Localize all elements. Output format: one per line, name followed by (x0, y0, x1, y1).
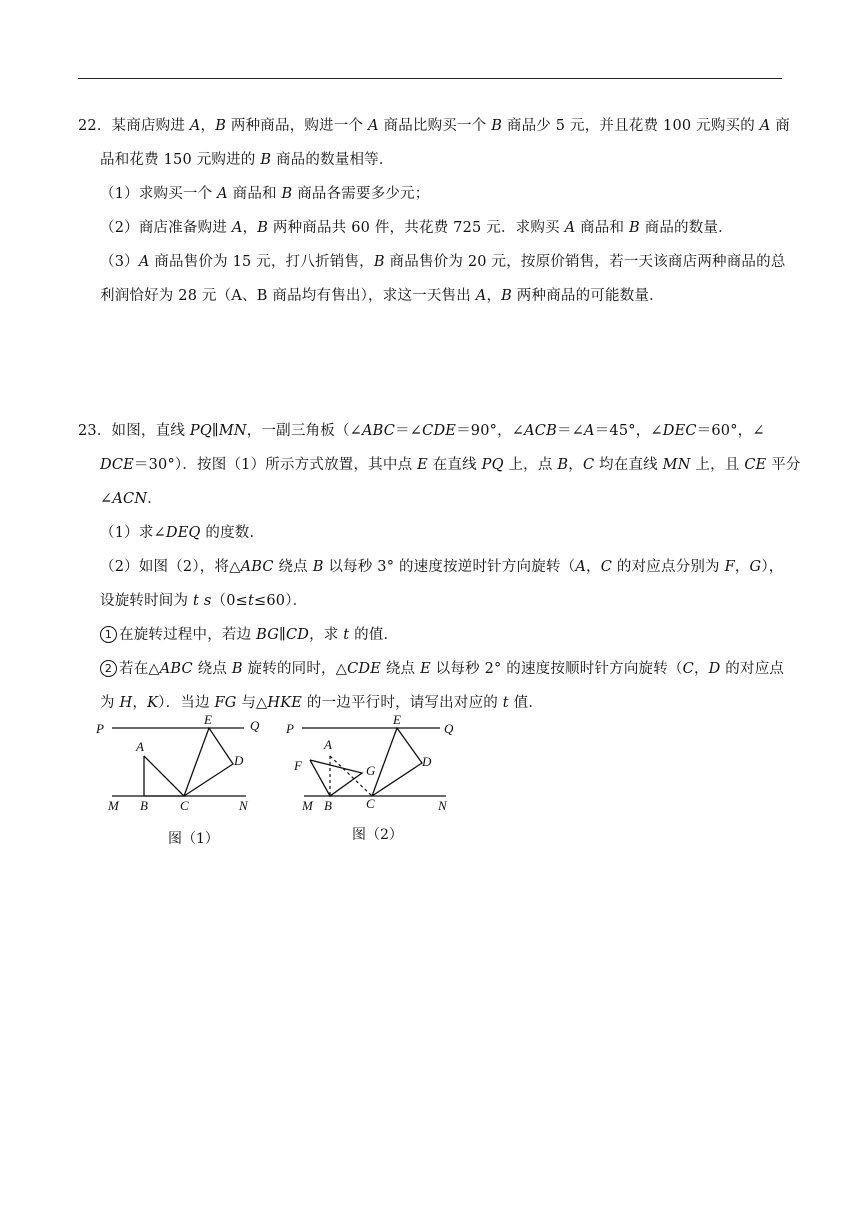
label-n: N (239, 798, 248, 813)
label-m: M (108, 798, 119, 813)
label-f: F (294, 758, 302, 773)
figure-2-diagram (282, 708, 462, 818)
label-a: A (136, 739, 144, 754)
triangle-fbg (310, 760, 362, 796)
q22-line-1: 22．某商店购进 A，B 两种商品，购进一个 A 商品比购买一个 B 商品少 5 元，并且花费 100 元购买的 A 商 (78, 118, 790, 134)
q23-line-9: 为 H，K）．当边 FG 与△HKE 的一边平行时，请写出对应的 t 值． (100, 695, 544, 711)
label-b: B (324, 798, 332, 813)
q23-subpart-1: 1 在旋转过程中，若边 BG∥CD，求 t 的值． (100, 623, 398, 644)
figure-1-diagram (92, 708, 272, 818)
triangle-cde (372, 728, 422, 796)
circled-number-2: 2 (100, 660, 117, 677)
figure-2-caption: 图（2） (352, 827, 403, 843)
header-rule (78, 78, 782, 79)
q23-line-1: 23．如图，直线 PQ∥MN，一副三角板（∠ABC＝∠CDE＝90°，∠ACB＝∠A＝45°，∠DEC＝60°，∠ (78, 423, 765, 439)
circled-number-1: 1 (100, 626, 117, 643)
label-d: D (422, 754, 432, 769)
triangle-abc (144, 756, 184, 796)
label-d: D (234, 753, 244, 768)
label-q: Q (444, 721, 454, 736)
q22-line-2: 品和花费 150 元购进的 B 商品的数量相等． (100, 152, 394, 168)
label-n: N (438, 798, 447, 813)
label-q: Q (250, 718, 260, 733)
q23-subpart-2: 2 若在△ABC 绕点 B 旋转的同时，△CDE 绕点 E 以每秒 2° 的速度按顺时针方向旋转（C，D 的对应点 (100, 657, 784, 678)
label-m: M (302, 798, 313, 813)
label-p: P (286, 721, 294, 736)
label-c: C (180, 798, 189, 813)
q22-line-6: 利润恰好为 28 元（A、B 商品均有售出），求这一天售出 A，B 两种商品的可能数量． (100, 288, 664, 304)
q22-part-3: （3）A 商品售价为 15 元，打八折销售，B 商品售价为 20 元，按原价销售，若一天该商店两种商品的总 (100, 254, 786, 270)
figure-1-caption: 图（1） (168, 831, 219, 847)
q23-line-6: 设旋转时间为 t s（0≤t≤60）． (100, 593, 308, 609)
label-p: P (96, 721, 104, 736)
label-g: G (366, 763, 376, 778)
label-e: E (204, 712, 212, 727)
q23-part-1: （1）求∠DEQ 的度数． (100, 525, 265, 541)
label-e: E (393, 712, 401, 727)
q22-part-1: （1）求购买一个 A 商品和 B 商品各需要多少元； (100, 186, 430, 202)
label-b: B (140, 798, 148, 813)
q23-line-2: DCE＝30°）．按图（1）所示方式放置，其中点 E 在直线 PQ 上，点 B，C 均在直线 MN 上，且 CE 平分 (100, 457, 801, 473)
label-c: C (366, 796, 375, 811)
q23-part-2: （2）如图（2），将△ABC 绕点 B 以每秒 3° 的速度按逆时针方向旋转（A，C 的对应点分别为 F，G）， (100, 559, 784, 575)
q22-part-2: （2）商店准备购进 A，B 两种商品共 60 件，共花费 725 元．求购买 A 商品和 B 商品的数量． (100, 220, 733, 236)
q23-line-3: ∠ACN． (100, 491, 162, 507)
label-a: A (324, 737, 332, 752)
triangle-cde (184, 728, 233, 796)
